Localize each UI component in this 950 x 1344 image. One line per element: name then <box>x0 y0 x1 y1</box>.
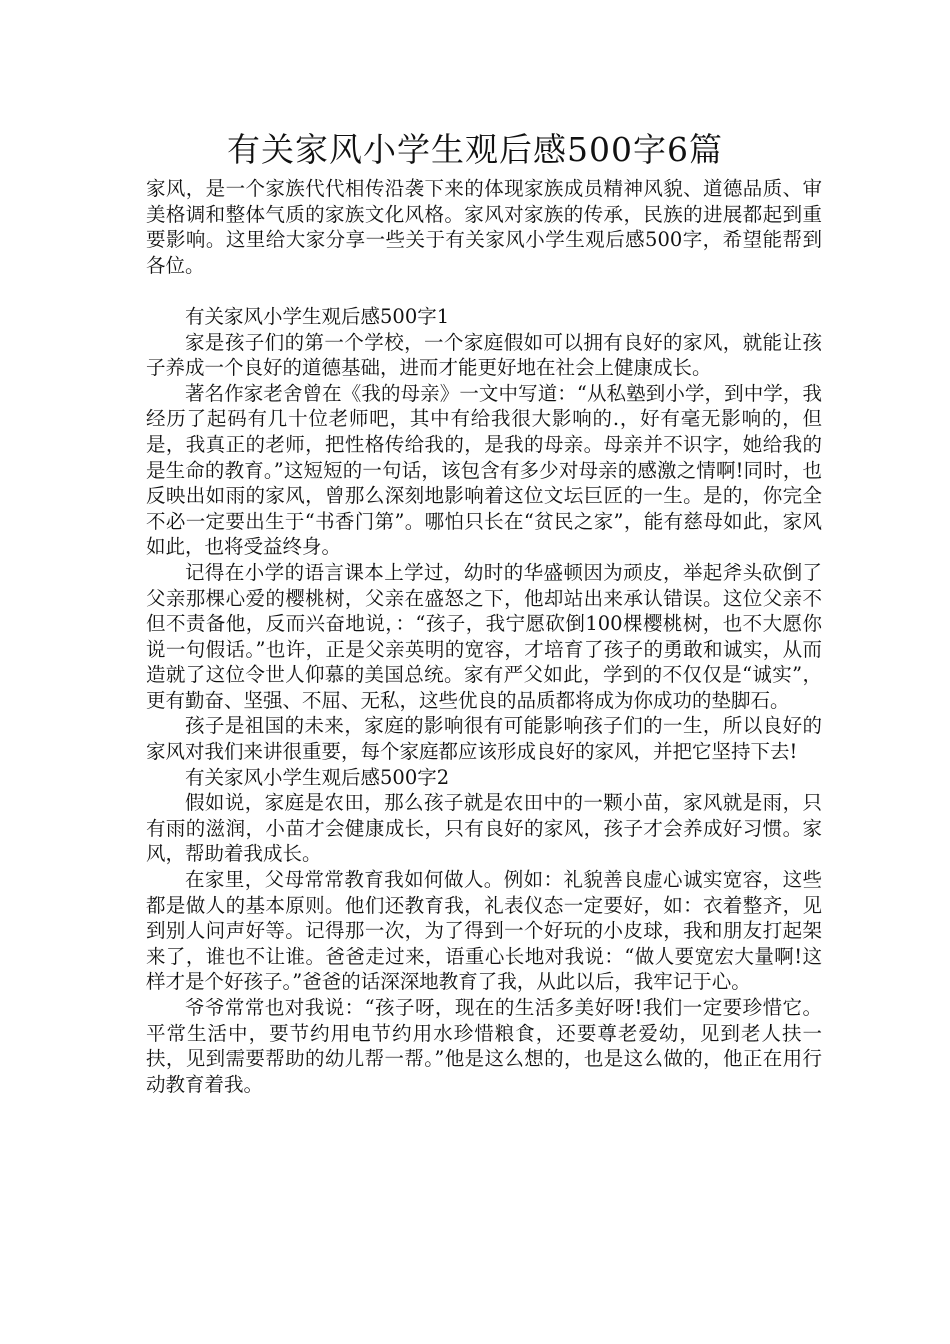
essay-paragraph: 爷爷常常也对我说：“孩子呀，现在的生活多美好呀!我们一定要珍惜它。平常生活中，要节约用电节约用水珍惜粮食，还要尊老爱幼，见到老人扶一扶，见到需要帮助的幼儿帮一帮。”他是这么想的，也是这么做的，他正在用行动教育着我。 <box>146 996 822 1096</box>
essay-paragraph: 著名作家老舍曾在《我的母亲》一文中写道：“从私塾到小学，到中学，我经历了起码有几十位老师吧，其中有给我很大影响的.，好有毫无影响的，但是，我真正的老师，把性格传给我的，是我的母亲。母亲并不识字，她给我的是生命的教育。”这短短的一句话，该包含有多少对母亲的感激之情啊!同时，也反映出如雨的家风，曾那么深刻地影响着这位文坛巨匠的一生。是的，你完全不必一定要出生于“书香门第”。哪怕只长在“贫民之家”，能有慈母如此，家风如此，也将受益终身。 <box>146 381 822 559</box>
essay-heading: 有关家风小学生观后感500字2 <box>185 765 450 789</box>
essay-heading: 有关家风小学生观后感500字1 <box>185 304 450 328</box>
paragraph-gap <box>146 278 822 304</box>
essay-paragraph: 孩子是祖国的未来，家庭的影响很有可能影响孩子们的一生，所以良好的家风对我们来讲很重要，每个家庭都应该形成良好的家风，并把它坚持下去! <box>146 714 822 764</box>
essay-paragraph: 家是孩子们的第一个学校，一个家庭假如可以拥有良好的家风，就能让孩子养成一个良好的道德基础，进而才能更好地在社会上健康成长。 <box>146 330 822 380</box>
essay-paragraph: 假如说，家庭是农田，那么孩子就是农田中的一颗小苗，家风就是雨，只有雨的滋润，小苗才会健康成长，只有良好的家风，孩子才会养成好习惯。家风，帮助着我成长。 <box>146 791 822 866</box>
document-title: 有关家风小学生观后感500字6篇 <box>227 130 723 169</box>
intro-paragraph: 家风，是一个家族代代相传沿袭下来的体现家族成员精神风貌、道德品质、审美格调和整体气质的家族文化风格。家风对家族的传承，民族的进展都起到重要影响。这里给大家分享一些关于有关家风小学生观后感500字，希望能帮到各位。 <box>146 177 822 277</box>
document-body <box>146 176 822 1097</box>
essay-paragraph: 在家里，父母常常教育我如何做人。例如：礼貌善良虚心诚实宽容，这些都是做人的基本原则。他们还教育我，礼表仪态一定要好，如：衣着整齐，见到别人问声好等。记得那一次，为了得到一个好玩的小皮球，我和朋友打起架来了，谁也不让谁。爸爸走过来，语重心长地对我说：“做人要宽宏大量啊!这样才是个好孩子。”爸爸的话深深地教育了我，从此以后，我牢记于心。 <box>146 868 822 994</box>
essay-paragraph: 记得在小学的语言课本上学过，幼时的华盛顿因为顽皮，举起斧头砍倒了父亲那棵心爱的樱桃树，父亲在盛怒之下，他却站出来承认错误。这位父亲不但不责备他，反而兴奋地说，：“孩子，我宁愿砍倒100棵樱桃树，也不大愿你说一句假话。”也许，正是父亲英明的宽容，才培育了孩子的勇敢和诚实，从而造就了这位令世人仰慕的美国总统。家有严父如此，学到的不仅仅是“诚实”，更有勤奋、坚强、不屈、无私，这些优良的品质都将成为你成功的垫脚石。 <box>146 560 822 712</box>
